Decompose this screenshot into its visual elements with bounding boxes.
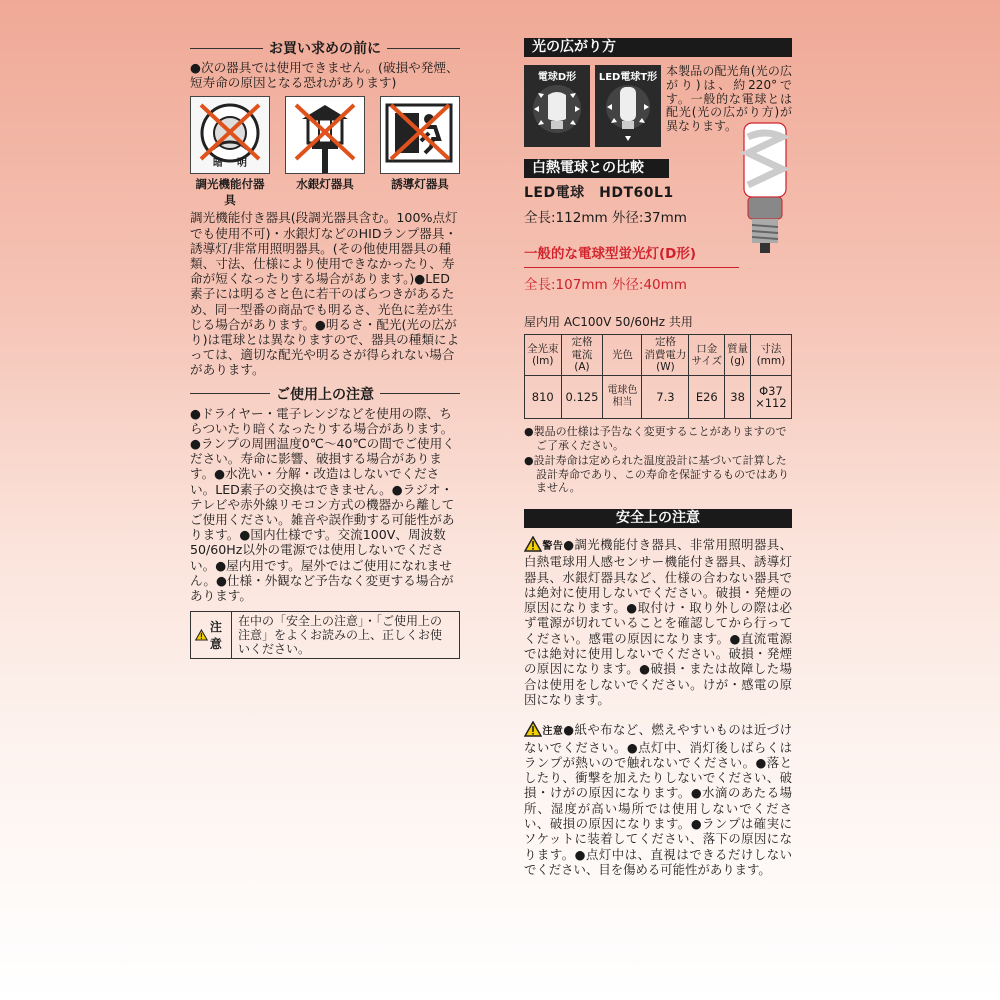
spec-note: ●製品の仕様は予告なく変更することがありますのでご了承ください。	[524, 425, 787, 452]
safety-header: 安全上の注意	[524, 509, 792, 528]
spec-header-cell: 定格 電流 (A)	[561, 335, 603, 376]
tile-label: 電球D形	[537, 72, 577, 83]
spec-value-cell: 810	[525, 376, 562, 419]
section-usage-heading	[190, 384, 460, 404]
fixture-mercury	[285, 96, 365, 208]
cfl-name: 一般的な電球型蛍光灯(D形)	[524, 246, 697, 262]
spread-tile-d	[524, 65, 590, 147]
caution-label: 注意	[542, 726, 564, 738]
tile-label: LED電球T形	[598, 72, 658, 83]
note-label	[191, 612, 232, 658]
left-column	[190, 38, 460, 659]
comparison-section	[524, 159, 792, 293]
icon-caption: 調光機能付器具	[195, 177, 265, 208]
spec-header-cell: 寸法 (mm)	[751, 335, 792, 376]
spec-value-row	[525, 376, 792, 419]
warning-icon	[524, 536, 542, 552]
divider	[380, 393, 460, 394]
note-label-text: 注意	[209, 620, 222, 652]
spec-value-cell: Φ37 ×112	[751, 376, 792, 419]
spec-header-cell: 口金 サイズ	[689, 335, 725, 376]
spec-value-cell: 電球色 相当	[603, 376, 642, 419]
caution-block	[524, 721, 792, 877]
spec-table	[524, 334, 792, 419]
spec-header-row	[525, 335, 792, 376]
warning-block	[524, 536, 792, 707]
spec-header-cell: 質量 (g)	[725, 335, 751, 376]
light-spread-description: 本製品の配光角(光の広がり)は、約220°です。一般的な電球とは配光(光の広がり方)が異なります。	[666, 64, 792, 134]
icon-caption: 水銀灯器具	[296, 177, 354, 192]
divider	[190, 393, 270, 394]
warning-label: 警告	[542, 540, 564, 552]
icon-caption: 誘導灯器具	[391, 177, 449, 192]
bulb-icon	[595, 79, 661, 147]
section-title: お買い求めの前に	[269, 41, 381, 57]
usage-body: ●ドライヤー・電子レンジなどを使用の際、ちらついたり暗くなったりする場合があります。●ランプの周囲温度0℃〜40℃の間でご使用ください。寿命に影響、破損する場合があります。●水洗い・分解・改造はしないでください。LED素子の交換はできません。●ラジオ・テレビや赤外線リモコン方式の機器から離してご使用ください。雑音や誤作動する可能性があります。●国内仕様です。交流100V、周波数50/60Hz以外の電源では使用しないでください。●屋内用です。屋外ではご使用になれません。●仕様・外観など予告なく変更する場合があります。	[190, 405, 455, 604]
mercury-lamp-icon	[285, 96, 365, 174]
led-dimensions: 全長:112mm 外径:37mm	[524, 210, 687, 226]
voltage-label: 屋内用 AC100V 50/60Hz 共用	[524, 315, 693, 329]
warning-icon	[524, 721, 542, 737]
fixture-dimmer	[190, 96, 270, 208]
cfl-dimensions: 全長:107mm 外径:40mm	[524, 277, 687, 293]
spec-header-cell: 定格 消費電力 (W)	[642, 335, 689, 376]
red-divider	[524, 267, 739, 268]
warning-text: ●調光機能付き器具、非常用照明器具、白熱電球用人感センサー機能付き器具、誘導灯器具、水銀灯器具など、仕様の合わない器具では絶対に使用しないでください。破損・発煙の原因になります。●取付け・取り外しの際は必ず電源が切れていることを確認してから行ってください。感電の原因になります。●直流電源では絶対に使用しないでください。破損・発煙の原因になります。●破損・または故障した場合は使用をしないでください。けが・感電の原因になります。	[524, 536, 793, 707]
spec-value-cell: 0.125	[561, 376, 603, 419]
spec-value-cell: 38	[725, 376, 751, 419]
note-box	[190, 611, 460, 659]
fixture-exit-sign	[380, 96, 460, 208]
spec-note: ●設計寿命は定められた温度設計に基づいて計算した設計寿命であり、この寿命を保証するものではありません。	[524, 454, 789, 495]
dim-label-bright: 明	[237, 158, 247, 170]
note-text: 在中の「安全上の注意」・「ご使用上の注意」をよくお読みの上、正しくお使いください。	[238, 614, 443, 657]
divider	[387, 48, 460, 49]
before-purchase-body: 調光機能付き器具(段調光器具含む。100%点灯でも使用不可)・水銀灯などのHIDランプ器具・誘導灯/非常用照明器具。(その他使用器具の種類、寸法、仕様により使用できなかったり、寿命が短くなったりする場合があります。)●LED素子には明るさと色に若干のばらつきがあるため、同一型番の商品でも明るさ、光色に差が生じる場合があります。●明るさ・配光(光の広がり)は電球とは異なりますので、器具の種類によっては、適切な配光や明るさが得られない場合があります。	[190, 210, 460, 378]
spec-value-cell: 7.3	[642, 376, 689, 419]
bulb-icon	[524, 79, 590, 147]
led-name: LED電球 HDT60L1	[524, 185, 674, 201]
spec-notes	[524, 425, 792, 495]
dim-label-dark: 暗	[213, 158, 223, 170]
spec-header-cell: 光色	[603, 335, 642, 376]
comparison-header: 白熱電球との比較	[524, 159, 669, 178]
dimmer-icon	[190, 96, 270, 174]
spec-value-cell: E26	[689, 376, 725, 419]
exit-sign-icon	[380, 96, 460, 174]
spec-header-cell: 全光束 (lm)	[525, 335, 562, 376]
intro-text: ●次の器具では使用できません。(破損や発煙、短寿命の原因となる恐れがあります)	[190, 60, 459, 91]
spread-tile-t	[595, 65, 661, 147]
divider	[190, 48, 263, 49]
right-column	[524, 38, 792, 877]
light-spread-header: 光の広がり方	[524, 38, 792, 57]
section-title: ご使用上の注意	[276, 386, 374, 403]
unusable-fixtures	[190, 96, 460, 208]
bulb-comparison-icon	[734, 117, 796, 267]
warning-icon	[195, 627, 208, 643]
section-before-purchase-heading	[190, 38, 460, 58]
caution-text: ●紙や布など、燃えやすいものは近づけないでください。●点灯中、消灯後しばらくはランプが熱いので触れないでください。●落としたり、衝撃を加えたりしないでください、破損・けがの原因になります。●水滴のあたる場所、湿度が高い場所では使用しないでください、破損の原因になります。●ランプは確実にソケットに装着してください、落下の原因になります。●点灯中は、直視はできるだけしないでください、目を傷める可能性があります。	[524, 722, 793, 877]
